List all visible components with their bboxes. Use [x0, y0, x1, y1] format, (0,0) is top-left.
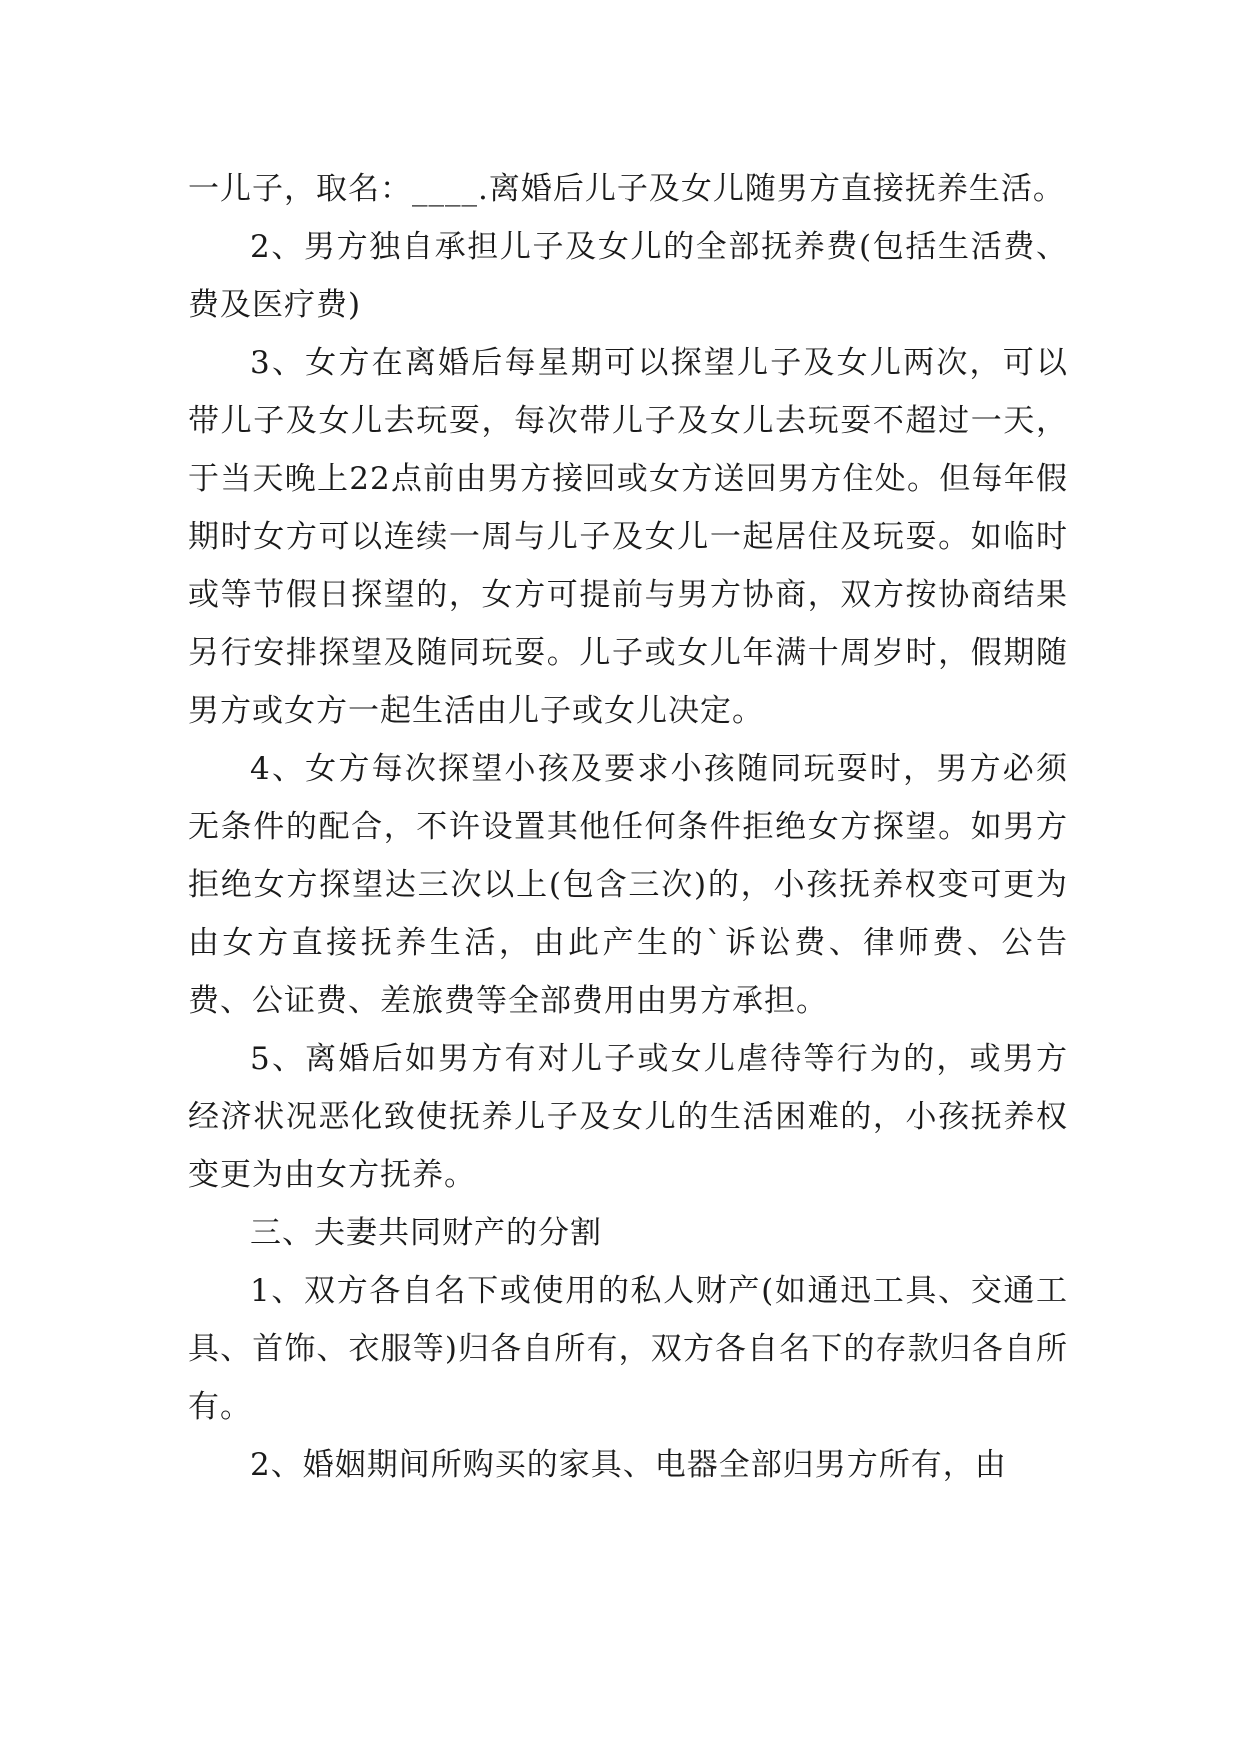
- paragraph-item-2-furniture-appliances: 2、婚姻期间所购买的家具、电器全部归男方所有，由: [250, 1447, 1007, 1483]
- paragraph-item-4-cooperation: 4、女方每次探望小孩及要求小孩随同玩耍时，男方必须无条件的配合，不许设置其他任何条件拒绝女方探望。如男方拒绝女方探望达三次以上(包含三次)的，小孩抚养权变可更为由女方直接抚养生活，由此产生的`诉讼费、律师费、公告费、公证费、差旅费等全部费用由男方承担。: [188, 751, 1068, 1019]
- section-heading-property-division: 三、夫妻共同财产的分割: [250, 1215, 602, 1251]
- paragraph-item-1-personal-property: 1、双方各自名下或使用的私人财产(如通迅工具、交通工具、首饰、衣服等)归各自所有，双方各自名下的存款归各自所有。: [188, 1273, 1068, 1425]
- paragraph-item-3-visitation: 3、女方在离婚后每星期可以探望儿子及女儿两次，可以带儿子及女儿去玩耍，每次带儿子及女儿去玩耍不超过一天，于当天晚上22点前由男方接回或女方送回男方住处。但每年假期时女方可以连续一周与儿子及女儿一起居住及玩耍。如临时或等节假日探望的，女方可提前与男方协商，双方按协商结果另行安排探望及随同玩耍。儿子或女儿年满十周岁时，假期随男方或女方一起生活由儿子或女儿决定。: [188, 345, 1068, 729]
- document-body: [188, 160, 1068, 1494]
- paragraph-item-5-custody-change: 5、离婚后如男方有对儿子或女儿虐待等行为的，或男方经济状况恶化致使抚养儿子及女儿的生活困难的，小孩抚养权变更为由女方抚养。: [188, 1041, 1068, 1193]
- paragraph-custody-arrangement: 一儿子，取名：____.离婚后儿子及女儿随男方直接抚养生活。: [188, 171, 1065, 207]
- paragraph-item-2-support-costs: 2、男方独自承担儿子及女儿的全部抚养费(包括生活费、费及医疗费): [188, 229, 1068, 323]
